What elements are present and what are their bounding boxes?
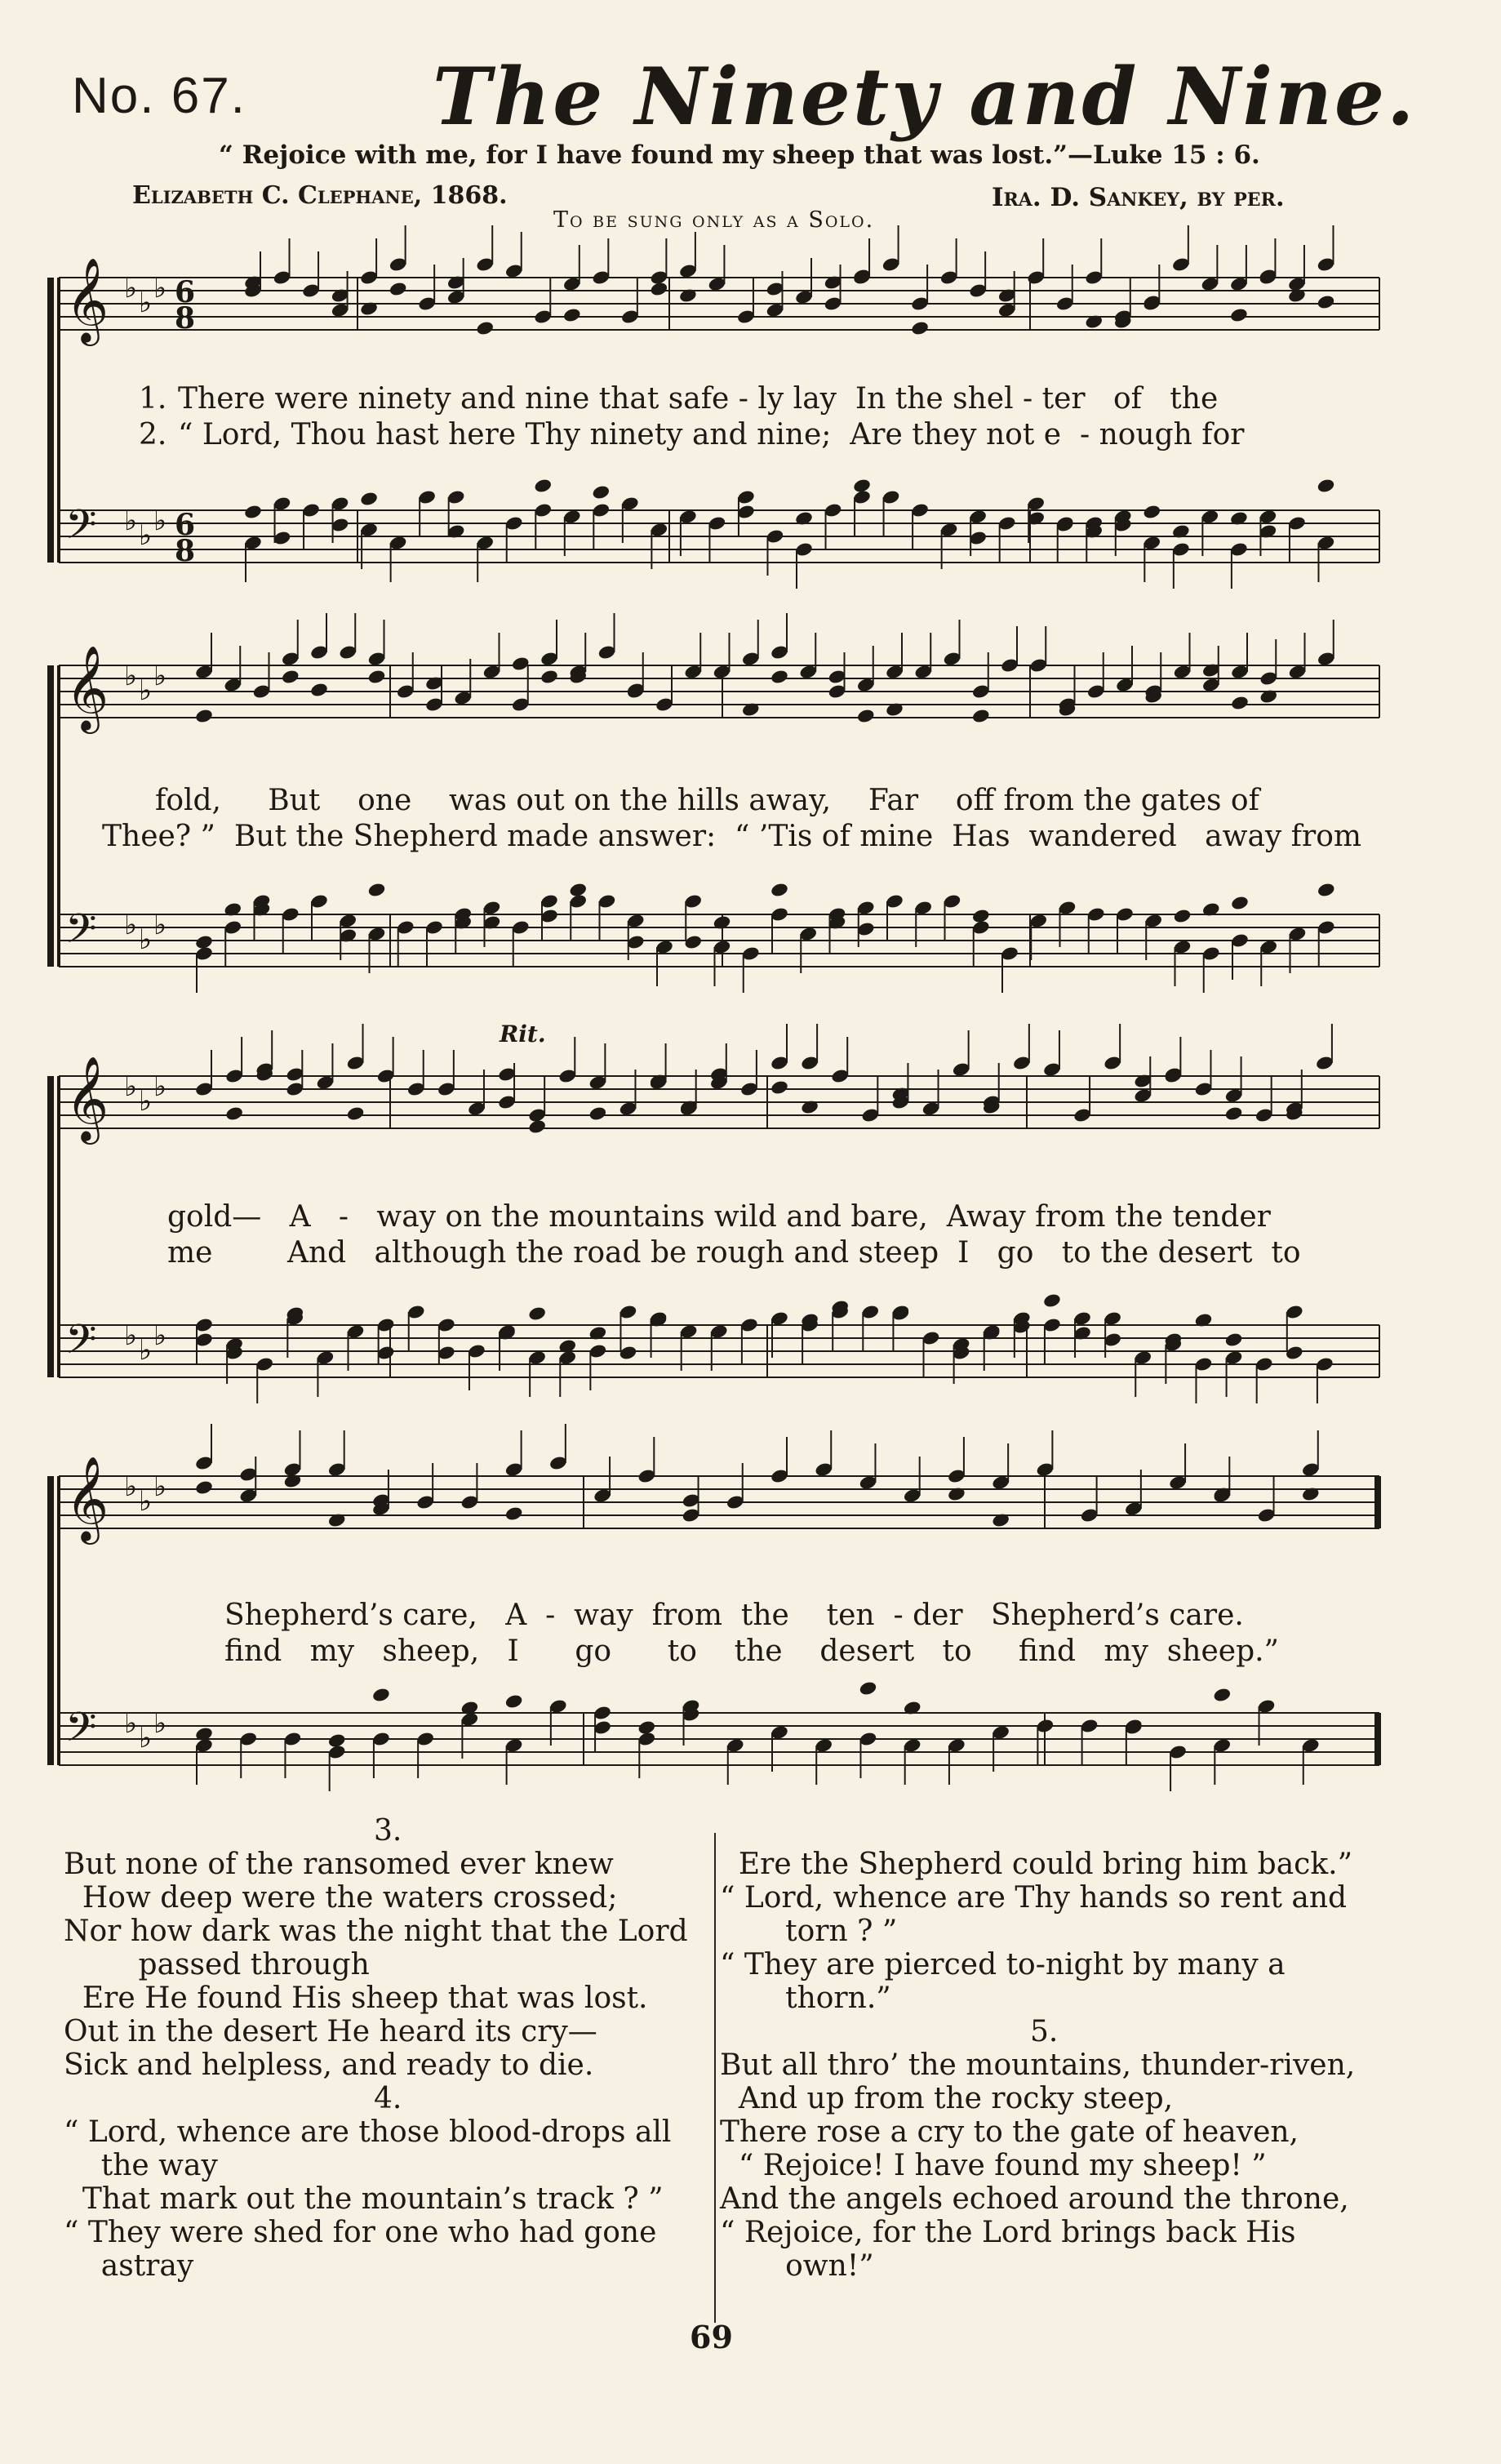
flat-icon: ♭ [153,272,167,305]
stanza-line: There rose a cry to the gate of heaven, [720,2115,1299,2149]
note-head [637,1719,657,1736]
note-head [346,1105,366,1122]
note-head [1230,895,1250,911]
flat-icon: ♭ [139,519,153,552]
final-barline [1374,1713,1381,1765]
note-head [852,478,872,494]
flat-icon: ♭ [124,1707,138,1740]
flat-icon: ♭ [124,660,138,692]
stanza-line: the way [64,2149,218,2182]
flat-icon: ♭ [139,674,153,707]
stanza-line: “ Lord, whence are Thy hands so rent and [720,1881,1348,1915]
note-head [859,1680,878,1697]
note-head [1317,882,1336,898]
system-bracket [47,1076,54,1377]
time-signature: 8 [175,534,196,568]
treble-clef-icon: 𝄞 [65,1056,109,1141]
note-head [194,1479,214,1496]
treble-clef-icon: 𝄞 [65,257,109,343]
stanza-line: own!” [720,2249,874,2283]
note-head [770,882,789,898]
note-head [224,1105,244,1122]
stanza-line: thorn.” [720,1981,891,2015]
note-head [389,281,408,297]
note-head [367,669,387,685]
stanza-line: But none of the ransomed ever knew [64,1848,614,1881]
flat-icon: ♭ [139,923,153,956]
bass-clef-icon: 𝄢 [65,1316,97,1373]
note-head [243,504,263,520]
note-head [1173,908,1192,924]
note-head [770,669,789,685]
stanza-line: Ere He found His sheep that was lost. [64,1981,648,2015]
note-head [650,281,669,297]
lyric-line: Thee? ” But the Shepherd made answer: “ ’Tis of mine Has wandered away from [102,820,1362,853]
flat-icon: ♭ [139,1334,153,1367]
note-head [371,1687,391,1703]
bass-clef-icon: 𝄢 [65,501,97,558]
flat-icon: ♭ [153,1470,167,1503]
note-head [592,484,611,500]
note-head [327,1732,347,1749]
time-signature: 6 [175,508,196,542]
stanza-column-right [720,1848,1438,2283]
flat-icon: ♭ [139,1485,153,1518]
note-head [971,908,991,924]
note-head [1317,294,1336,310]
flat-icon: ♭ [139,1085,153,1118]
note-head [856,708,876,724]
final-barline [1374,1476,1381,1528]
note-head [1143,504,1162,520]
bass-clef-icon: 𝄢 [65,905,97,963]
system-bracket [47,278,54,563]
lyric-line: 1. There were ninety and nine that safe - ly lay In the shel - ter of the [139,382,1219,416]
stanza-line: Ere the Shepherd could bring him back.” [720,1848,1352,1881]
flat-icon: ♭ [153,909,167,941]
note-head [562,307,582,323]
note-head [367,882,387,898]
note-head [359,491,379,507]
note-head [1224,1105,1244,1122]
stanza-line: “ Rejoice, for the Lord brings back His [720,2216,1296,2249]
flat-icon: ♭ [139,287,153,319]
stanza-line: “ Rejoice! I have found my sheep! ” [720,2149,1267,2182]
lyric-line: 2. “ Lord, Thou hast here Thy ninety and nine; Are they not e - nough for [139,418,1245,451]
note-head [1229,307,1249,323]
flat-icon: ♭ [153,660,167,692]
stanza-number: 5. [1030,2015,1059,2048]
stanza-line: And up from the rocky steep, [720,2082,1174,2115]
note-head [504,1693,524,1710]
stanza-line: Nor how dark was the night that the Lord [64,1915,688,1948]
note-head [1042,1292,1062,1309]
flat-icon: ♭ [139,1722,153,1755]
note-head [194,934,214,950]
stanza-line: passed through [64,1948,370,1981]
note-head [194,708,214,724]
bass-clef-icon: 𝄢 [65,1704,97,1761]
note-head [1230,695,1250,711]
hymn-title: The Ninety and Nine. [433,51,1417,143]
note-head [540,669,559,685]
treble-clef-icon: 𝄞 [65,645,109,731]
time-signature: 6 [175,275,196,309]
stanza-line: “ Lord, whence are those blood-drops all [64,2115,672,2149]
note-head [527,1119,547,1135]
stanza-line: “ They were shed for one who had gone [64,2216,657,2249]
stanza-number: 3. [374,1814,402,1848]
note-head [1224,1332,1244,1348]
composer-credit: Ira. D. Sankey, by per. [992,183,1285,212]
note-head [475,320,495,336]
stanza-line: astray [64,2249,194,2283]
scripture-epigraph: “ Rejoice with me, for I have found my sheep that was lost.”—Luke 15 : 6. [219,140,1260,170]
flat-icon: ♭ [124,1470,138,1503]
flat-icon: ♭ [153,505,167,537]
lyricist-credit: Elizabeth C. Clephane, 1868. [132,181,508,210]
ritardando-marking: Rit. [500,1021,546,1047]
flat-icon: ♭ [153,1707,167,1740]
stanza-number: 4. [374,2082,402,2115]
note-head [504,1506,524,1522]
note-head [770,1079,789,1096]
flat-icon: ♭ [153,1319,167,1352]
performance-instruction: To be sung only as a Solo. [553,207,875,233]
system-bracket [47,665,54,967]
stanza-line: But all thro’ the mountains, thunder-riven, [720,2048,1356,2082]
lyric-line: gold— A - way on the mountains wild and bare, Away from the tender [167,1200,1271,1234]
flat-icon: ♭ [124,505,138,537]
stanza-line: Sick and helpless, and ready to die. [64,2048,594,2082]
lyric-line: Shepherd’s care, A - way from the ten - der Shepherd’s care. [224,1599,1244,1632]
flat-icon: ♭ [124,272,138,305]
stanza-line: “ They are pierced to-night by many a [720,1948,1286,1981]
note-head [527,1305,547,1322]
stanza-line: And the angels echoed around the throne, [720,2182,1349,2216]
time-signature: 8 [175,301,196,336]
note-head [568,882,588,898]
stanza-line: torn ? ” [720,1915,898,1948]
note-head [533,478,553,494]
note-head [1213,1687,1232,1703]
lyric-line: fold, But one was out on the hills away, Far off from the gates of [155,784,1259,817]
flat-icon: ♭ [153,1070,167,1103]
flat-icon: ♭ [124,1319,138,1352]
stanza-line: Out in the desert He heard its cry— [64,2015,597,2048]
note-head [971,708,991,724]
page-number: 69 [690,2319,733,2355]
note-head [309,682,329,698]
lyric-line: find my sheep, I go to the desert to find my sheep.” [224,1635,1279,1668]
stanza-line: How deep were the waters crossed; [64,1881,618,1915]
lyric-line: me And although the road be rough and steep I go to the desert to [167,1236,1301,1270]
stanza-column-left [64,1814,717,2283]
note-head [1317,478,1336,494]
treble-clef-icon: 𝄞 [65,1456,109,1541]
flat-icon: ♭ [124,1070,138,1103]
note-head [910,320,930,336]
stanza-line: That mark out the mountain’s track ? ” [64,2182,664,2216]
system-bracket [47,1476,54,1765]
note-head [588,1105,608,1122]
flat-icon: ♭ [124,909,138,941]
note-head [281,669,300,685]
hymn-number: No. 67. [72,68,246,124]
